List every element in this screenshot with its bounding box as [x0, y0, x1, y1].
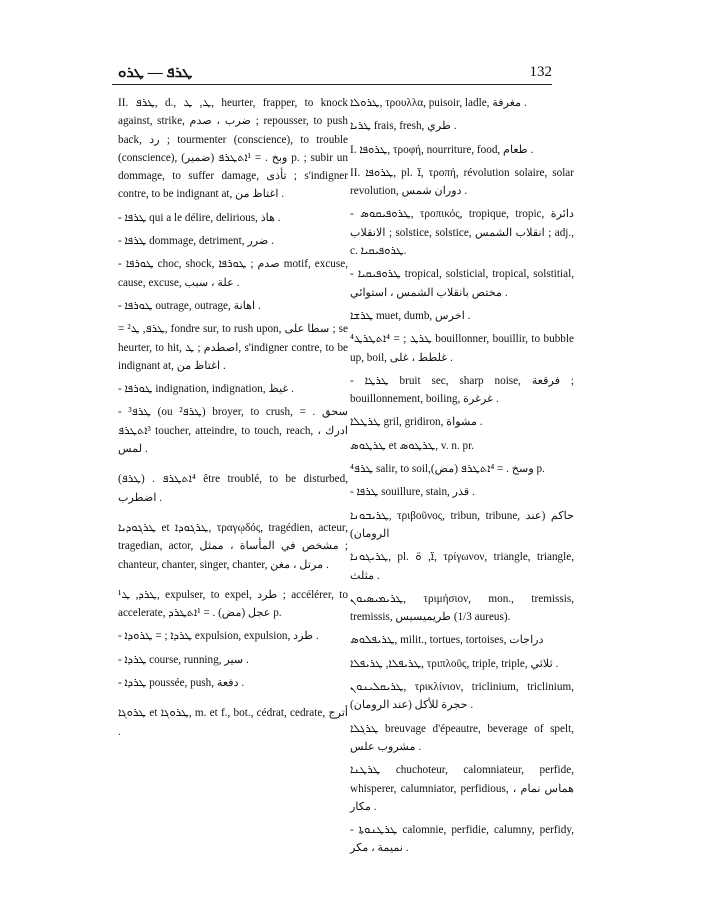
dictionary-entry: ¹ܛܪܕ, ܛ, expulser, to expel, طرد ; accélérer, to accelerate, عجل (مض) . = ¹ܐܬܛܪܕ p. — [118, 588, 348, 620]
dictionary-entry: - ܛܪܕܐ ; = ܛܪܘܕܐ expulsion, expulsion, طرد . — [118, 630, 319, 643]
dictionary-entry: - ܛܪܘܦܝܩܘܣ, τροπικός, tropique, tropic, دائرة الانقلاب ; solstice, solstice, انقلاب الشمس ; adj., c. ܛܪܘܦܝܩܝܐ. — [350, 208, 574, 258]
dictionary-entry: ܛܪܝܦܠܘܣ, milit., tortues, tortoises, دراجات — [350, 634, 544, 647]
dictionary-entry: - ܛܪܛܢܘܬܐ calomnie, perfidie, calumny, perfidy, نميمة ، مكر . — [350, 824, 574, 855]
dictionary-entry: - ܛܪܦܐ souillure, stain, قذر . — [350, 486, 475, 499]
dictionary-entry: ܛܪܫܐ muet, dumb, اخرس . — [350, 309, 471, 322]
dictionary-entry: ܛܪܝܓܘܢܐ, pl. ܐ̈, ܘ̈, τρίγωνον, triangle, triangle, مثلث . — [350, 551, 575, 582]
dictionary-entry: - ܛܪܛܐ bruit sec, sharp noise, فرقعة ; bouillonnement, boiling, غرغرة . — [350, 374, 575, 406]
dictionary-entry: - ܛܪܕܐ poussée, push, دفعة . — [118, 677, 245, 690]
page-number: 132 — [529, 64, 552, 80]
dictionary-entry: = ²ܛܪܦ, ܛ, fondre sur, to rush upon, سطا على ; se heurter, to hit, اصطدم ; ܛ, s'indigner contre, to be indignant at, اغتاظ من . — [118, 323, 348, 372]
dictionary-entry: - ³ܛܪܦ (ou ²ܛܪܦ) broyer, to crush, سحق . = ³ܐܬܛܪܦ toucher, atteindre, to touch, reach, ادرك ، لمس . — [118, 406, 349, 456]
right-column — [350, 94, 574, 863]
page-header — [112, 62, 552, 84]
dictionary-entry: ܛܪܝܩܠܝܢܘܢ, τρικλίνιον, triclinium, triclinium, حجرة للأكل (عند الرومان) . — [350, 681, 574, 712]
dictionary-entry: ⁴ܛܪܛ ; = ⁴ܐܬܛܪܛ bouillonner, bouillir, to bubble up, boil, غلطط ، غلى . — [350, 333, 574, 364]
header-rule — [112, 84, 552, 85]
dictionary-entry: - ܛܪܕܐ course, running, سير . — [118, 653, 249, 666]
running-head: ܛܪܦ — ܛܪܘ — [118, 65, 193, 81]
dictionary-entry: - ܛܘܪܦܐ outrage, outrage, اهانة . — [118, 299, 261, 312]
dictionary-entry: - ܛܪܦܐ dommage, detriment, ضرر . — [118, 235, 275, 248]
dictionary-entry: ܛܪܝܐ frais, fresh, طري . — [350, 120, 457, 133]
dictionary-entry: ܛܪܝܦܠܐ, ܛܪܝܦܠܐ, τριπλοῦς, triple, triple, ثلاثي . — [350, 657, 559, 670]
dictionary-entry: ܛܪܛܠܐ gril, gridiron, مشواة . — [350, 416, 483, 429]
dictionary-entry: - ܛܘܪܦܐ choc, shock, صدم ; ܛܘܪܦܐ motif, excuse, cause, excuse, علة ، سبب . — [118, 258, 348, 289]
dictionary-entry: ܛܪܛܘܣ et ܛܪܛܘܣ, v. n. pr. — [350, 439, 475, 452]
dictionary-entry: ܛܪܘܠܐ, τρουλλα, puisoir, ladle, مغرفة . — [350, 97, 527, 109]
dictionary-entry: ⁴ܛܪܦ salir, to soil,(مض) وسخ . = ⁴ܐܬܛܪܦ p. — [350, 463, 545, 476]
dictionary-entry: ܛܪܘܓܐ et ܛܪܘܓܐ, m. et f., bot., cédrat, cedrate, أترج . — [118, 707, 348, 738]
dictionary-entry: ܛܪܓܘܕܝܐ et ܛܪܓܘܕܐ, τραγῳδός, tragédien, acteur, tragedian, actor, مشخص في المأساة ، ممثل ; chanteur, chanter, singer, chanter, مرتل ، مغن . — [118, 521, 349, 571]
dictionary-entry: ܛܪܓܠܐ breuvage d'épeautre, beverage of spelt, مشروب علس . — [350, 722, 574, 753]
dictionary-entry: II. ܛܪܦ, d., ܛ, ܛ, heurter, frapper, to knock against, strike, ضرب ، صدم ; repousser, to push back, رد ; tourmenter (conscience), to trouble (conscience), (ضمير) وبخ . = ¹ܐܬܛܪܦ p. ; subir un dommage, to suffer damage, تأذى ; s'indigner contre, to be indignant at, اغتاظ من . — [118, 97, 349, 201]
dictionary-entry: ܛܪܝܡܝܣܝܘܢ, τριμήσιον, mon., tremissis, tremissis, طريميسيس (1/3 aureus). — [350, 592, 574, 624]
dictionary-entry: ܛܪܝܒܘܢܐ, τριβοῦνος, tribun, tribune, حاكم (عند الرومان) — [350, 509, 574, 540]
dictionary-entry: I. ܛܪܘܦܐ, τροφή, nourriture, food, طعام . — [350, 143, 534, 156]
dictionary-entry: II. ܛܪܘܦܐ, pl. ܐ̈, τροπή, révolution solaire, solar revolution, دوران شمس . — [350, 166, 575, 198]
dictionary-entry: ܛܪܛܢܐ chuchoteur, calomniateur, perfide, whisperer, calumniator, perfidious, هماس نمام ، مكار . — [350, 764, 574, 813]
left-column — [118, 94, 348, 746]
dictionary-entry: - ܛܪܘܦܝܩܝܐ tropical, solsticial, tropical, solstitial, مختص بانقلاب الشمس ، استوائي . — [350, 268, 574, 299]
dictionary-entry: - ܛܪܦܐ qui a le délire, delirious, هاذ . — [118, 211, 281, 224]
dictionary-entry: (ܛܪܦ) . ⁴ܐܬܛܪܦ être troublé, to be disturbed, اضطرب . — [118, 473, 348, 504]
dictionary-entry: - ܛܘܪܦܐ indignation, indignation, غيظ . — [118, 383, 294, 396]
